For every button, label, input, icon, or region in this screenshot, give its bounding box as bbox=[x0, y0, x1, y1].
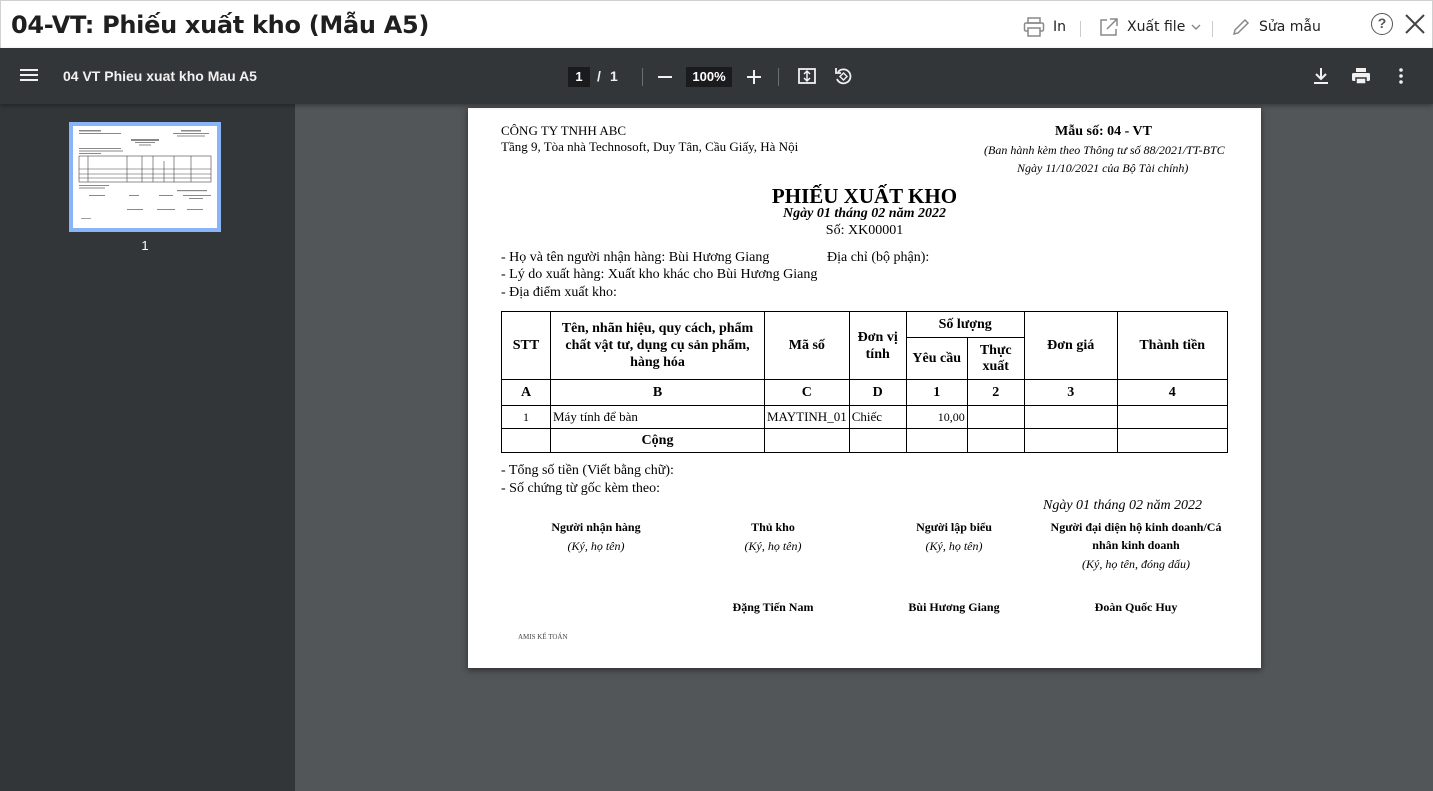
export-label: Xuất file bbox=[1127, 19, 1186, 35]
header-stt: STT bbox=[502, 312, 551, 380]
header-amount: Thành tiền bbox=[1117, 312, 1227, 380]
menu-icon[interactable] bbox=[20, 67, 38, 83]
print-label: In bbox=[1053, 19, 1067, 35]
location-line: - Địa điểm xuất kho: bbox=[501, 285, 617, 300]
code-d: D bbox=[849, 380, 906, 406]
header-quantity: Số lượng bbox=[906, 312, 1024, 338]
reason-line: - Lý do xuất hàng: Xuất kho khác cho Bùi Hương Giang bbox=[501, 267, 818, 282]
form-regulation-note: (Ban hành kèm theo Thông tư số 88/2021/TT-BTC bbox=[984, 143, 1225, 157]
dialog-title: 04-VT: Phiếu xuất kho (Mẫu A5) bbox=[11, 11, 430, 39]
total-code bbox=[765, 429, 850, 453]
total-unit-price bbox=[1024, 429, 1117, 453]
sig-storekeeper-name: Đặng Tiến Nam bbox=[732, 600, 814, 614]
page-separator: / bbox=[597, 68, 601, 84]
edit-template-label: Sửa mẫu bbox=[1259, 19, 1321, 35]
help-icon[interactable]: ? bbox=[1371, 13, 1393, 35]
print-icon[interactable] bbox=[1351, 66, 1371, 86]
row-code: MAYTINH_01 bbox=[765, 406, 850, 429]
receiver-line: - Họ và tên người nhận hàng: Bùi Hương Giang bbox=[501, 250, 770, 265]
sig-receiver-note: (Ký, họ tên) bbox=[567, 539, 625, 553]
header-unit: Đơn vị tính bbox=[849, 312, 906, 380]
sig-representative-title-line2: nhân kinh doanh bbox=[1092, 538, 1180, 552]
document-title: PHIẾU XUẤT KHO bbox=[771, 184, 958, 208]
sig-preparer-note: (Ký, họ tên) bbox=[925, 539, 983, 553]
toolbar-divider bbox=[1212, 21, 1213, 37]
printer-icon bbox=[1023, 17, 1045, 37]
attached-docs-line: - Số chứng từ gốc kèm theo: bbox=[501, 481, 661, 496]
header-requested: Yêu cầu bbox=[906, 338, 967, 380]
row-actual bbox=[967, 406, 1024, 429]
sig-storekeeper-note: (Ký, họ tên) bbox=[744, 539, 802, 553]
sig-preparer-name: Bùi Hương Giang bbox=[908, 600, 1000, 614]
toolbar-divider bbox=[1080, 21, 1081, 37]
total-label: Cộng bbox=[551, 429, 765, 453]
zoom-input[interactable]: 100% bbox=[686, 67, 732, 87]
header-item-name: Tên, nhãn hiệu, quy cách, phẩm chất vật tư, dụng cụ sản phẩm, hàng hóa bbox=[551, 312, 765, 380]
total-words-line: - Tổng số tiền (Viết bằng chữ): bbox=[501, 463, 674, 478]
page-number-input[interactable]: 1 bbox=[568, 67, 590, 87]
more-options-icon[interactable] bbox=[1396, 66, 1406, 86]
export-file-button[interactable] bbox=[1099, 16, 1201, 38]
chevron-down-icon bbox=[1191, 23, 1201, 31]
code-b: B bbox=[551, 380, 765, 406]
address-dept-line: Địa chỉ (bộ phận): bbox=[827, 250, 930, 265]
sig-preparer-title: Người lập biểu bbox=[916, 520, 992, 534]
footer-brand: AMIS KẾ TOÁN bbox=[518, 633, 568, 641]
pencil-icon bbox=[1231, 17, 1251, 37]
company-address: Tầng 9, Tòa nhà Technosoft, Duy Tân, Cầu Giấy, Hà Nội bbox=[501, 139, 799, 154]
total-stt bbox=[502, 429, 551, 453]
dialog-header bbox=[0, 0, 1433, 48]
sig-representative-title: Người đại diện hộ kinh doanh/Cá bbox=[1050, 520, 1222, 534]
zoom-in-icon[interactable] bbox=[746, 68, 762, 86]
total-actual bbox=[967, 429, 1024, 453]
row-stt: 1 bbox=[502, 406, 551, 429]
total-amount bbox=[1117, 429, 1227, 453]
total-pages: 1 bbox=[610, 68, 618, 84]
document-number: Số: XK00001 bbox=[825, 223, 904, 238]
form-regulation-date: Ngày 11/10/2021 của Bộ Tài chính) bbox=[1017, 161, 1189, 175]
row-unit: Chiếc bbox=[849, 406, 906, 429]
thumbnail-page-number: 1 bbox=[141, 238, 149, 253]
sig-representative-name: Đoàn Quốc Huy bbox=[1094, 600, 1178, 614]
code-c: C bbox=[765, 380, 850, 406]
sig-storekeeper-title: Thủ kho bbox=[751, 520, 795, 534]
code-1: 1 bbox=[906, 380, 967, 406]
pdf-filename: 04 VT Phieu xuat kho Mau A5 bbox=[63, 68, 257, 84]
items-table bbox=[501, 311, 1228, 453]
page-thumbnail-preview bbox=[73, 126, 217, 228]
zoom-out-icon[interactable] bbox=[657, 68, 673, 86]
header-actual: Thực xuất bbox=[967, 338, 1024, 380]
pdf-page bbox=[468, 108, 1261, 668]
code-a: A bbox=[502, 380, 551, 406]
company-name: CÔNG TY TNHH ABC bbox=[501, 123, 627, 138]
rotate-icon[interactable] bbox=[833, 66, 853, 86]
header-unit-price: Đơn giá bbox=[1024, 312, 1117, 380]
row-item-name: Máy tính để bàn bbox=[551, 406, 765, 429]
total-unit bbox=[849, 429, 906, 453]
page-thumbnail[interactable] bbox=[69, 122, 221, 232]
edit-template-button[interactable] bbox=[1231, 16, 1321, 38]
print-button[interactable] bbox=[1023, 16, 1066, 38]
download-icon[interactable] bbox=[1312, 66, 1330, 86]
form-number: Mẫu số: 04 - VT bbox=[1055, 124, 1152, 139]
document-date: Ngày 01 tháng 02 năm 2022 bbox=[783, 206, 946, 221]
table-row bbox=[502, 406, 1228, 429]
row-amount bbox=[1117, 406, 1227, 429]
signing-date: Ngày 01 tháng 02 năm 2022 bbox=[1043, 498, 1203, 513]
header-code: Mã số bbox=[765, 312, 850, 380]
code-2: 2 bbox=[967, 380, 1024, 406]
row-unit-price bbox=[1024, 406, 1117, 429]
toolbar-divider bbox=[642, 68, 643, 86]
close-icon[interactable] bbox=[1403, 12, 1427, 36]
code-4: 4 bbox=[1117, 380, 1227, 406]
row-requested: 10,00 bbox=[906, 406, 967, 429]
sig-representative-note: (Ký, họ tên, đóng dấu) bbox=[1082, 557, 1190, 571]
fit-page-icon[interactable] bbox=[797, 66, 817, 86]
code-3: 3 bbox=[1024, 380, 1117, 406]
export-icon bbox=[1099, 17, 1119, 37]
total-requested bbox=[906, 429, 967, 453]
sig-receiver-title: Người nhận hàng bbox=[551, 520, 641, 534]
toolbar-divider bbox=[778, 68, 779, 86]
